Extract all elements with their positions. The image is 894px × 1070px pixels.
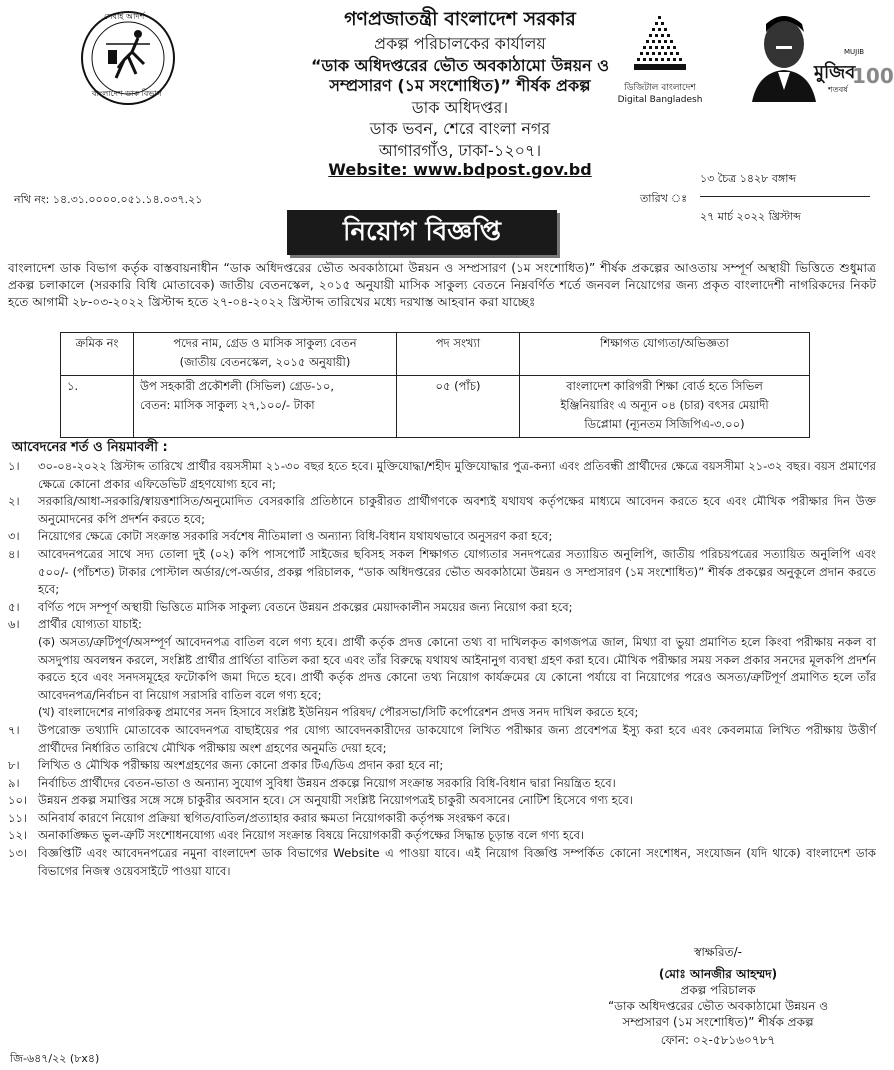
list-item (8, 458, 876, 493)
item-text: বিজ্ঞপ্তিটি এবং আবেদনপত্রের নমুনা বাংলাদেশ ডাক বিভাগের Website এ পাওয়া যাবে। এই নিয়োগ বিজ্ঞপ্তি সম্পর্কিত কোনো সংশোধন, সংযোজন (যদি থাকে) বাংলাদেশ ডাক বিভাগের নিজস্ব ওয়েবসাইটে পাওয়া যাবে। (38, 846, 876, 878)
date-label: তারিখ ঃ (640, 192, 688, 205)
th-count: পদ সংখ্যা (397, 333, 520, 376)
table-header-row (61, 333, 810, 376)
list-item (8, 810, 876, 828)
item-number: ১৩। (8, 846, 28, 861)
td-qual-line-1: বাংলাদেশ কারিগরী শিক্ষা বোর্ড হতে সিভিল (566, 379, 763, 393)
office-title: প্রকল্প পরিচালকের কার্যালয় (374, 34, 546, 53)
date-divider (700, 196, 870, 197)
th-post (134, 333, 397, 376)
list-item (8, 722, 876, 757)
digital-bangladesh-logo (600, 14, 720, 104)
table-row (61, 376, 810, 438)
item-number: ১১। (8, 810, 28, 825)
logo-motto: সেবাই আদর্শ (104, 12, 145, 21)
item-number: ১০। (8, 793, 28, 808)
sub-item-a: (ক) অসত্য/ত্রুটিপূর্ণ/অসম্পূর্ণ আবেদনপত্র বাতিল বলে গণ্য হবে। প্রার্থী কর্তৃক প্রদত্ত কোনো তথ্য বা দাখিলকৃত কাগজপত্র জাল, মিথ্যা বা ভুয়া প্রমাণিত হলে কিংবা পরীক্ষায় নকল বা অসদুপায় অবলম্বন করলে, সংশ্লিষ্ট প্রার্থীর প্রার্থিতা বাতিল করা হবে এবং তাঁর বিরুদ্ধে যথাযথ আইনানুগ ব্যবস্থা গ্রহণ করা হবে। মৌখিক পরীক্ষার সময় সকল প্রকার সনদের মূলকপি প্রদর্শন করতে হবে এবং সনদসমূহের ফটোকপি জমা দিতে হবে। প্রার্থী কর্তৃক প্রদত্ত কোনো তথ্য নিয়োগ কার্যক্রমের যে কোনো পর্যায়ে বা নিয়োগের পরেও অসত্য/ত্রুটিপূর্ণ প্রমাণিত হলে তাঁর আবেদনপত্র/নির্বাচন বা নিয়োগ সরাসরি বাতিল বলে গণ্য হবে; (38, 634, 876, 702)
signatory-project-line-1: “ডাক অধিদপ্তরের ভৌত অবকাঠামো উন্নয়ন ও (607, 999, 829, 1013)
th-post-line-2: (জাতীয় বেতনস্কেল, ২০১৫ অনুযায়ী) (179, 355, 351, 369)
mujib-text: মুজিব (814, 62, 856, 83)
address-line-2: আগারগাঁও, ঢাকা-১২০৭। (378, 141, 542, 160)
list-item (8, 546, 876, 599)
th-qualification: শিক্ষাগত যোগ্যতা/অভিজ্ঞতা (520, 333, 810, 376)
signatory-name: (মোঃ আনজীর আহম্মদ) (658, 967, 778, 981)
posts-table (60, 332, 810, 438)
department: ডাক অধিদপ্তর। (411, 98, 509, 117)
td-qual-line-2: ইঞ্জিনিয়ারিং এ অন্যূন ০৪ (চার) বৎসর মেয়াদী (560, 398, 769, 412)
item-text: আবেদনপত্রের সাথে সদ্য তোলা দুই (০২) কপি পাসপোর্ট সাইজের ছবিসহ সকল শিক্ষাগত যোগ্যতার সনদপত্রের সত্যায়িত অনুলিপি, জাতীয় পরিচয়পত্রের সত্যায়িত অনুলিপি এবং ৫০০/- (পাঁচশত) টাকার পোস্টাল অর্ডার/পে-অর্ডার, প্রকল্প পরিচালক, “ডাক অধিদপ্তরের ভৌত অবকাঠামো উন্নয়ন ও সম্প্রসারণ (১ম সংশোধিত)” শীর্ষক প্রকল্পের অনুকূলে প্রদান করতে হবে; (38, 546, 876, 597)
mujib-borsho-logo (748, 10, 894, 105)
list-item (8, 757, 876, 775)
logo-org-name: বাংলাদেশ ডাক বিভাগ (92, 89, 162, 98)
mujib-english: MUJIB (844, 48, 865, 56)
td-count: ০৫ (পাঁচ) (397, 376, 520, 438)
bangladesh-post-logo (78, 8, 178, 108)
list-item (8, 493, 876, 528)
sub-item-b: (খ) বাংলাদেশের নাগরিকত্ব প্রমাণের সনদ হিসাবে সংশ্লিষ্ট ইউনিয়ন পরিষদ/ পৌরসভা/সিটি কর্পোরেশন প্রদত্ত সনদ দাখিল করতে হবে; (38, 705, 639, 720)
item-text: ৩০-০৪-২০২২ খ্রিস্টাব্দ তারিখে প্রার্থীর বয়সসীমা ২১-৩০ বছর হতে হবে। মুক্তিযোদ্ধা/শহীদ মুক্তিযোদ্ধার পুত্র-কন্যা এবং প্রতিবন্ধী প্রার্থীদের ক্ষেত্রে বয়সসীমা ২১-৩২ বছর। বয়স প্রমাণের ক্ষেত্রে কোনো প্রকার এফিডেভিট গ্রহণযোগ্য হবে না; (38, 459, 876, 491)
list-item (8, 845, 876, 880)
project-line-2: সম্প্রসারণ (১ম সংশোধিত)” শীর্ষক প্রকল্প (329, 76, 591, 95)
mujib-number: 100 (852, 64, 894, 88)
conditions-list (8, 458, 876, 880)
gov-title: গণপ্রজাতন্ত্রী বাংলাদেশ সরকার (344, 8, 576, 30)
item-text: সরকারি/আধা-সরকারি/স্বায়ত্তশাসিত/অনুমোদিত বেসরকারি প্রতিষ্ঠানে চাকুরীরত প্রার্থীগণকে অবশ্যই যথাযথ কর্তৃপক্ষের মাধ্যমে আবেদন করতে হবে এবং মৌখিক পরীক্ষার দিন উক্ত অনুমোদনের কপি প্রদর্শন করতে হবে; (38, 494, 876, 526)
item-text: নির্বাচিত প্রার্থীদের বেতন-ভাতা ও অন্যান্য সুযোগ সুবিধা উন্নয়ন প্রকল্পে নিয়োগ সংক্রান্ত সরকারি বিধি-বিধান দ্বারা নিয়ন্ত্রিত হবে। (38, 775, 616, 790)
item-text: লিখিত ও মৌখিক পরীক্ষায় অংশগ্রহণের জন্য কোনো প্রকার টিএ/ডিএ প্রদান করা হবে না; (38, 758, 444, 773)
item-number: ৯। (8, 775, 20, 790)
item-text: উন্নয়ন প্রকল্প সমাপ্তির সঙ্গে সঙ্গে চাকুরীর অবসান হবে। সে অনুযায়ী সংশ্লিষ্ট নিয়োগপত্রই চাকুরী অবসানের নোটিশ হিসেবে গণ্য হবে। (38, 793, 633, 808)
memo-number: নথি নং: ১৪.৩১.০০০০.০৫১.১৪.০৩৭.২১ (14, 193, 203, 206)
signed-mark: স্বাক্ষরিত/- (694, 945, 742, 959)
item-number: ৬। (8, 617, 20, 632)
item-text: অনিবার্য কারণে নিয়োগ প্রক্রিয়া স্থগিত/বাতিল/প্রত্যাহার করার ক্ষমতা নিয়োগকারী কর্তৃপক্ষ সংরক্ষণ করে। (38, 810, 510, 825)
intro-paragraph: বাংলাদেশ ডাক বিভাগ কর্তৃক বাস্তবায়নাধীন “ডাক অধিদপ্তরের ভৌত অবকাঠামো উন্নয়ন ও সম্প্রসারণ (১ম সংশোধিত)” শীর্ষক প্রকল্পের আওতায় সম্পূর্ণ অস্থায়ী ভিত্তিতে শুধুমাত্র প্রকল্প চলাকালে (সরকারি বিধি মোতাবেক) জাতীয় বেতনস্কেল, ২০১৫ অনুযায়ী মাসিক সাকুল্য বেতনে নিম্নবর্ণিত শর্তে জনবল নিয়োগের জন্য প্রকৃত বাংলাদেশী নাগরিকদের নিকট হতে আগামী ২৮-০৩-২০২২ খ্রিস্টাব্দ হতে ২৭-০৪-২০২২ খ্রিস্টাব্দ তারিখের মধ্যে দরখাস্ত আহবান করা যাচ্ছেঃ (8, 261, 876, 309)
item-text: বর্ণিত পদে সম্পূর্ণ অস্থায়ী ভিত্তিতে মাসিক সাকুল্য বেতনে উন্নয়ন প্রকল্পের মেয়াদকালীন সময়ের জন্য নিয়োগ করা হবে; (38, 599, 573, 614)
item-number: ৩। (8, 529, 20, 544)
signatory-project-line-2: সম্প্রসারণ (১ম সংশোধিত)” শীর্ষক প্রকল্প (622, 1015, 814, 1029)
notice-title: নিয়োগ বিজ্ঞপ্তি (287, 210, 557, 255)
date-english: ২৭ মার্চ ২০২২ খ্রিস্টাব্দ (700, 210, 801, 223)
signatory-designation: প্রকল্প পরিচালক (680, 983, 756, 997)
address-line-1: ডাক ভবন, শেরে বাংলা নগর (369, 119, 551, 138)
item-number: ৮। (8, 758, 20, 773)
td-post-line-2: বেতন: মাসিক সাকুল্য ২৭,১০০/- টাকা (140, 398, 315, 412)
list-item (8, 616, 876, 634)
project-line-1: “ডাক অধিদপ্তরের ভৌত অবকাঠামো উন্নয়ন ও (310, 56, 610, 75)
item-text: নিয়োগের ক্ষেত্রে কোটা সংক্রান্ত সরকারি সর্বশেষ নীতিমালা ও অন্যান্য বিধি-বিধান যথাযথভাবে অনুসরণ করা হবে; (38, 529, 553, 544)
item-number: ৪। (8, 546, 20, 561)
item-number: ২। (8, 494, 20, 509)
footer-memo: জি-৬৪৭/২২ (৮x৪) (10, 1052, 100, 1065)
website-link[interactable]: Website: www.bdpost.gov.bd (328, 160, 592, 179)
conditions-title: আবেদনের শর্ত ও নিয়মাবলী : (12, 440, 168, 455)
list-item (8, 599, 876, 617)
item-number: ১। (8, 459, 20, 473)
digital-bd-english: Digital Bangladesh (617, 95, 703, 105)
item-text: অনাকাঙ্ক্ষিত ভুল-ত্রুটি সংশোধনযোগ্য এবং নিয়োগ সংক্রান্ত বিষয়ে নিয়োগকারী কর্তৃপক্ষের সিদ্ধান্ত চূড়ান্ত বলে গণ্য হবে। (38, 828, 585, 843)
date-bangla: ১৩ চৈত্র ১৪২৮ বঙ্গাব্দ (700, 172, 797, 185)
th-post-line-1: পদের নাম, গ্রেড ও মাসিক সাকুল্য বেতন (173, 336, 357, 350)
item-number: ১২। (8, 828, 28, 843)
item-number: ৫। (8, 599, 20, 614)
td-qual-line-3: ডিপ্লোমা (ন্যূনতম সিজিপিএ-৩.০০) (584, 417, 745, 431)
list-item (8, 528, 876, 546)
list-item (8, 827, 876, 845)
item-text: প্রার্থীর যোগ্যতা যাচাই: (38, 617, 142, 632)
item-number: ৭। (8, 722, 20, 737)
th-serial: ক্রমিক নং (61, 333, 134, 376)
signatory-phone: ফোন: ০২-৫৮১৬০৭৮৭ (660, 1033, 776, 1047)
td-post (134, 376, 397, 438)
mujib-sub: শতবর্ষ (828, 85, 848, 94)
td-serial: ১. (61, 376, 134, 438)
list-item (8, 775, 876, 793)
list-item (8, 792, 876, 810)
td-post-line-1: উপ সহকারী প্রকৌশলী (সিভিল) গ্রেড-১০, (140, 379, 335, 393)
digital-bd-bangla: ডিজিটাল বাংলাদেশ (624, 83, 696, 93)
item-text: উপরোক্ত তথ্যাদি মোতাবেক আবেদনপত্র বাছাইয়ের পর যোগ্য আবেদনকারীদের ডাকযোগে লিখিত পরীক্ষার জন্য প্রবেশপত্র ইস্যু করা হবে এবং কেবলমাত্র লিখিত পরীক্ষায় উত্তীর্ণ প্রার্থীদের নির্ধারিত তারিখে মৌখিক পরীক্ষায় অংশ গ্রহণের অনুমতি দেয়া হবে; (38, 722, 876, 755)
td-qualification (520, 376, 810, 438)
